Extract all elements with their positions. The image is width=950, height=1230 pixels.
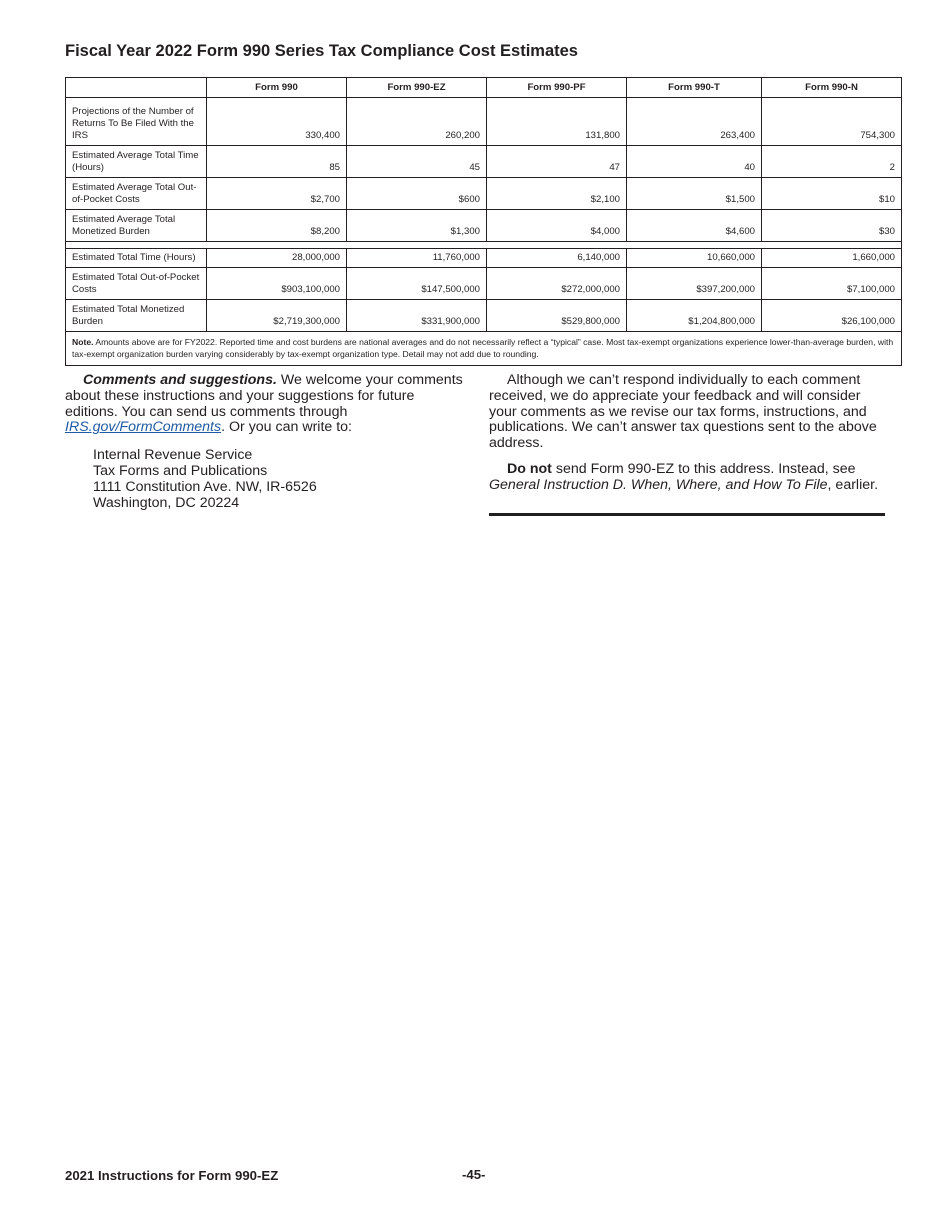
do-not-paragraph — [489, 462, 885, 494]
do-not-emphasis: Do not — [507, 460, 552, 477]
table-cell: 330,400 — [207, 98, 347, 146]
table-cell: $7,100,000 — [762, 268, 902, 300]
table-cell: $2,700 — [207, 178, 347, 210]
table-cell: 1,660,000 — [762, 249, 902, 268]
header-blank — [66, 78, 207, 98]
row-label: Estimated Average Total Monetized Burden — [66, 210, 207, 242]
comments-text-1: We welcome your comments about these instructions and your suggestions for future editions. You can send us comments through — [65, 372, 463, 420]
table-cell: 47 — [487, 146, 627, 178]
table-cell: $1,204,800,000 — [627, 300, 762, 332]
table-cell: 754,300 — [762, 98, 902, 146]
page-number: -45- — [462, 1167, 486, 1182]
do-not-text-1: send Form 990-EZ to this address. Instead, see — [551, 460, 856, 477]
address-line: Washington, DC 20224 — [93, 494, 240, 511]
row-label: Projections of the Number of Returns To Be Filed With the IRS — [66, 98, 207, 146]
table-cell: $397,200,000 — [627, 268, 762, 300]
table-cell: $1,300 — [347, 210, 487, 242]
header-form-990: Form 990 — [207, 78, 347, 98]
table-row — [66, 268, 902, 300]
table-cell: 10,660,000 — [627, 249, 762, 268]
table-row — [66, 249, 902, 268]
note-text: Amounts above are for FY2022. Reported time and cost burdens are national averages and do not necessarily reflect a “typical” case. Most tax-exempt organizations experience lower-than-average burden, with tax-exempt organization burden varying considerably by tax-exempt organization type. Detail may not add due to rounding. — [72, 337, 894, 359]
table-cell: 28,000,000 — [207, 249, 347, 268]
header-form-990-ez: Form 990-EZ — [347, 78, 487, 98]
table-row — [66, 210, 902, 242]
mailing-address — [65, 448, 465, 511]
table-cell: 45 — [347, 146, 487, 178]
comments-paragraph — [65, 373, 465, 436]
footer-title: 2021 Instructions for Form 990-EZ — [65, 1168, 279, 1183]
response-paragraph: Although we can’t respond individually to each comment received, we do appreciate your feedback and will consider your comments as we revise our tax forms, instructions, and publications. We can’t answer tax questions sent to the above address. — [489, 372, 877, 452]
table-cell: 11,760,000 — [347, 249, 487, 268]
address-line: Internal Revenue Service — [93, 447, 253, 464]
table-row — [66, 178, 902, 210]
header-form-990-n: Form 990-N — [762, 78, 902, 98]
table-cell: $2,100 — [487, 178, 627, 210]
do-not-text-2: , earlier. — [827, 476, 879, 493]
table-cell: 263,400 — [627, 98, 762, 146]
table-cell: $4,600 — [627, 210, 762, 242]
page-title: Fiscal Year 2022 Form 990 Series Tax Compliance Cost Estimates — [65, 42, 578, 60]
table-separator-row — [66, 242, 902, 249]
row-label: Estimated Average Total Time (Hours) — [66, 146, 207, 178]
table-cell: $272,000,000 — [487, 268, 627, 300]
table-cell: $26,100,000 — [762, 300, 902, 332]
table-cell: 2 — [762, 146, 902, 178]
table-cell: $8,200 — [207, 210, 347, 242]
comments-heading: Comments and suggestions. — [83, 372, 277, 388]
table-cell: $30 — [762, 210, 902, 242]
form-comments-link[interactable]: IRS.gov/FormComments — [65, 419, 222, 436]
section-end-rule — [489, 513, 885, 516]
row-label: Estimated Total Time (Hours) — [66, 249, 207, 268]
general-instruction-reference: General Instruction D. When, Where, and How To File — [489, 476, 828, 493]
header-form-990-t: Form 990-T — [627, 78, 762, 98]
row-label: Estimated Total Monetized Burden — [66, 300, 207, 332]
table-cell: $1,500 — [627, 178, 762, 210]
table-note — [66, 332, 902, 366]
table-cell: $4,000 — [487, 210, 627, 242]
table-cell: $903,100,000 — [207, 268, 347, 300]
address-line: 1111 Constitution Ave. NW, IR-6526 — [93, 478, 317, 495]
left-column — [65, 373, 465, 521]
table-header-row — [66, 78, 902, 98]
table-cell: $2,719,300,000 — [207, 300, 347, 332]
right-column — [489, 373, 885, 504]
table-cell: 6,140,000 — [487, 249, 627, 268]
table-row — [66, 146, 902, 178]
table-row — [66, 300, 902, 332]
table-cell: $600 — [347, 178, 487, 210]
table-cell: 260,200 — [347, 98, 487, 146]
cost-estimates-table — [65, 77, 902, 366]
table-cell: 40 — [627, 146, 762, 178]
table-cell: $331,900,000 — [347, 300, 487, 332]
row-label: Estimated Total Out-of-Pocket Costs — [66, 268, 207, 300]
table-note-row — [66, 332, 902, 366]
table-cell: 85 — [207, 146, 347, 178]
address-line: Tax Forms and Publications — [93, 462, 268, 479]
table-cell: $529,800,000 — [487, 300, 627, 332]
note-label: Note. — [72, 337, 94, 347]
row-label: Estimated Average Total Out-of-Pocket Costs — [66, 178, 207, 210]
comments-text-2: . Or you can write to: — [221, 419, 352, 436]
table-cell: $147,500,000 — [347, 268, 487, 300]
header-form-990-pf: Form 990-PF — [487, 78, 627, 98]
table-cell: $10 — [762, 178, 902, 210]
table-row — [66, 98, 902, 146]
table-cell: 131,800 — [487, 98, 627, 146]
